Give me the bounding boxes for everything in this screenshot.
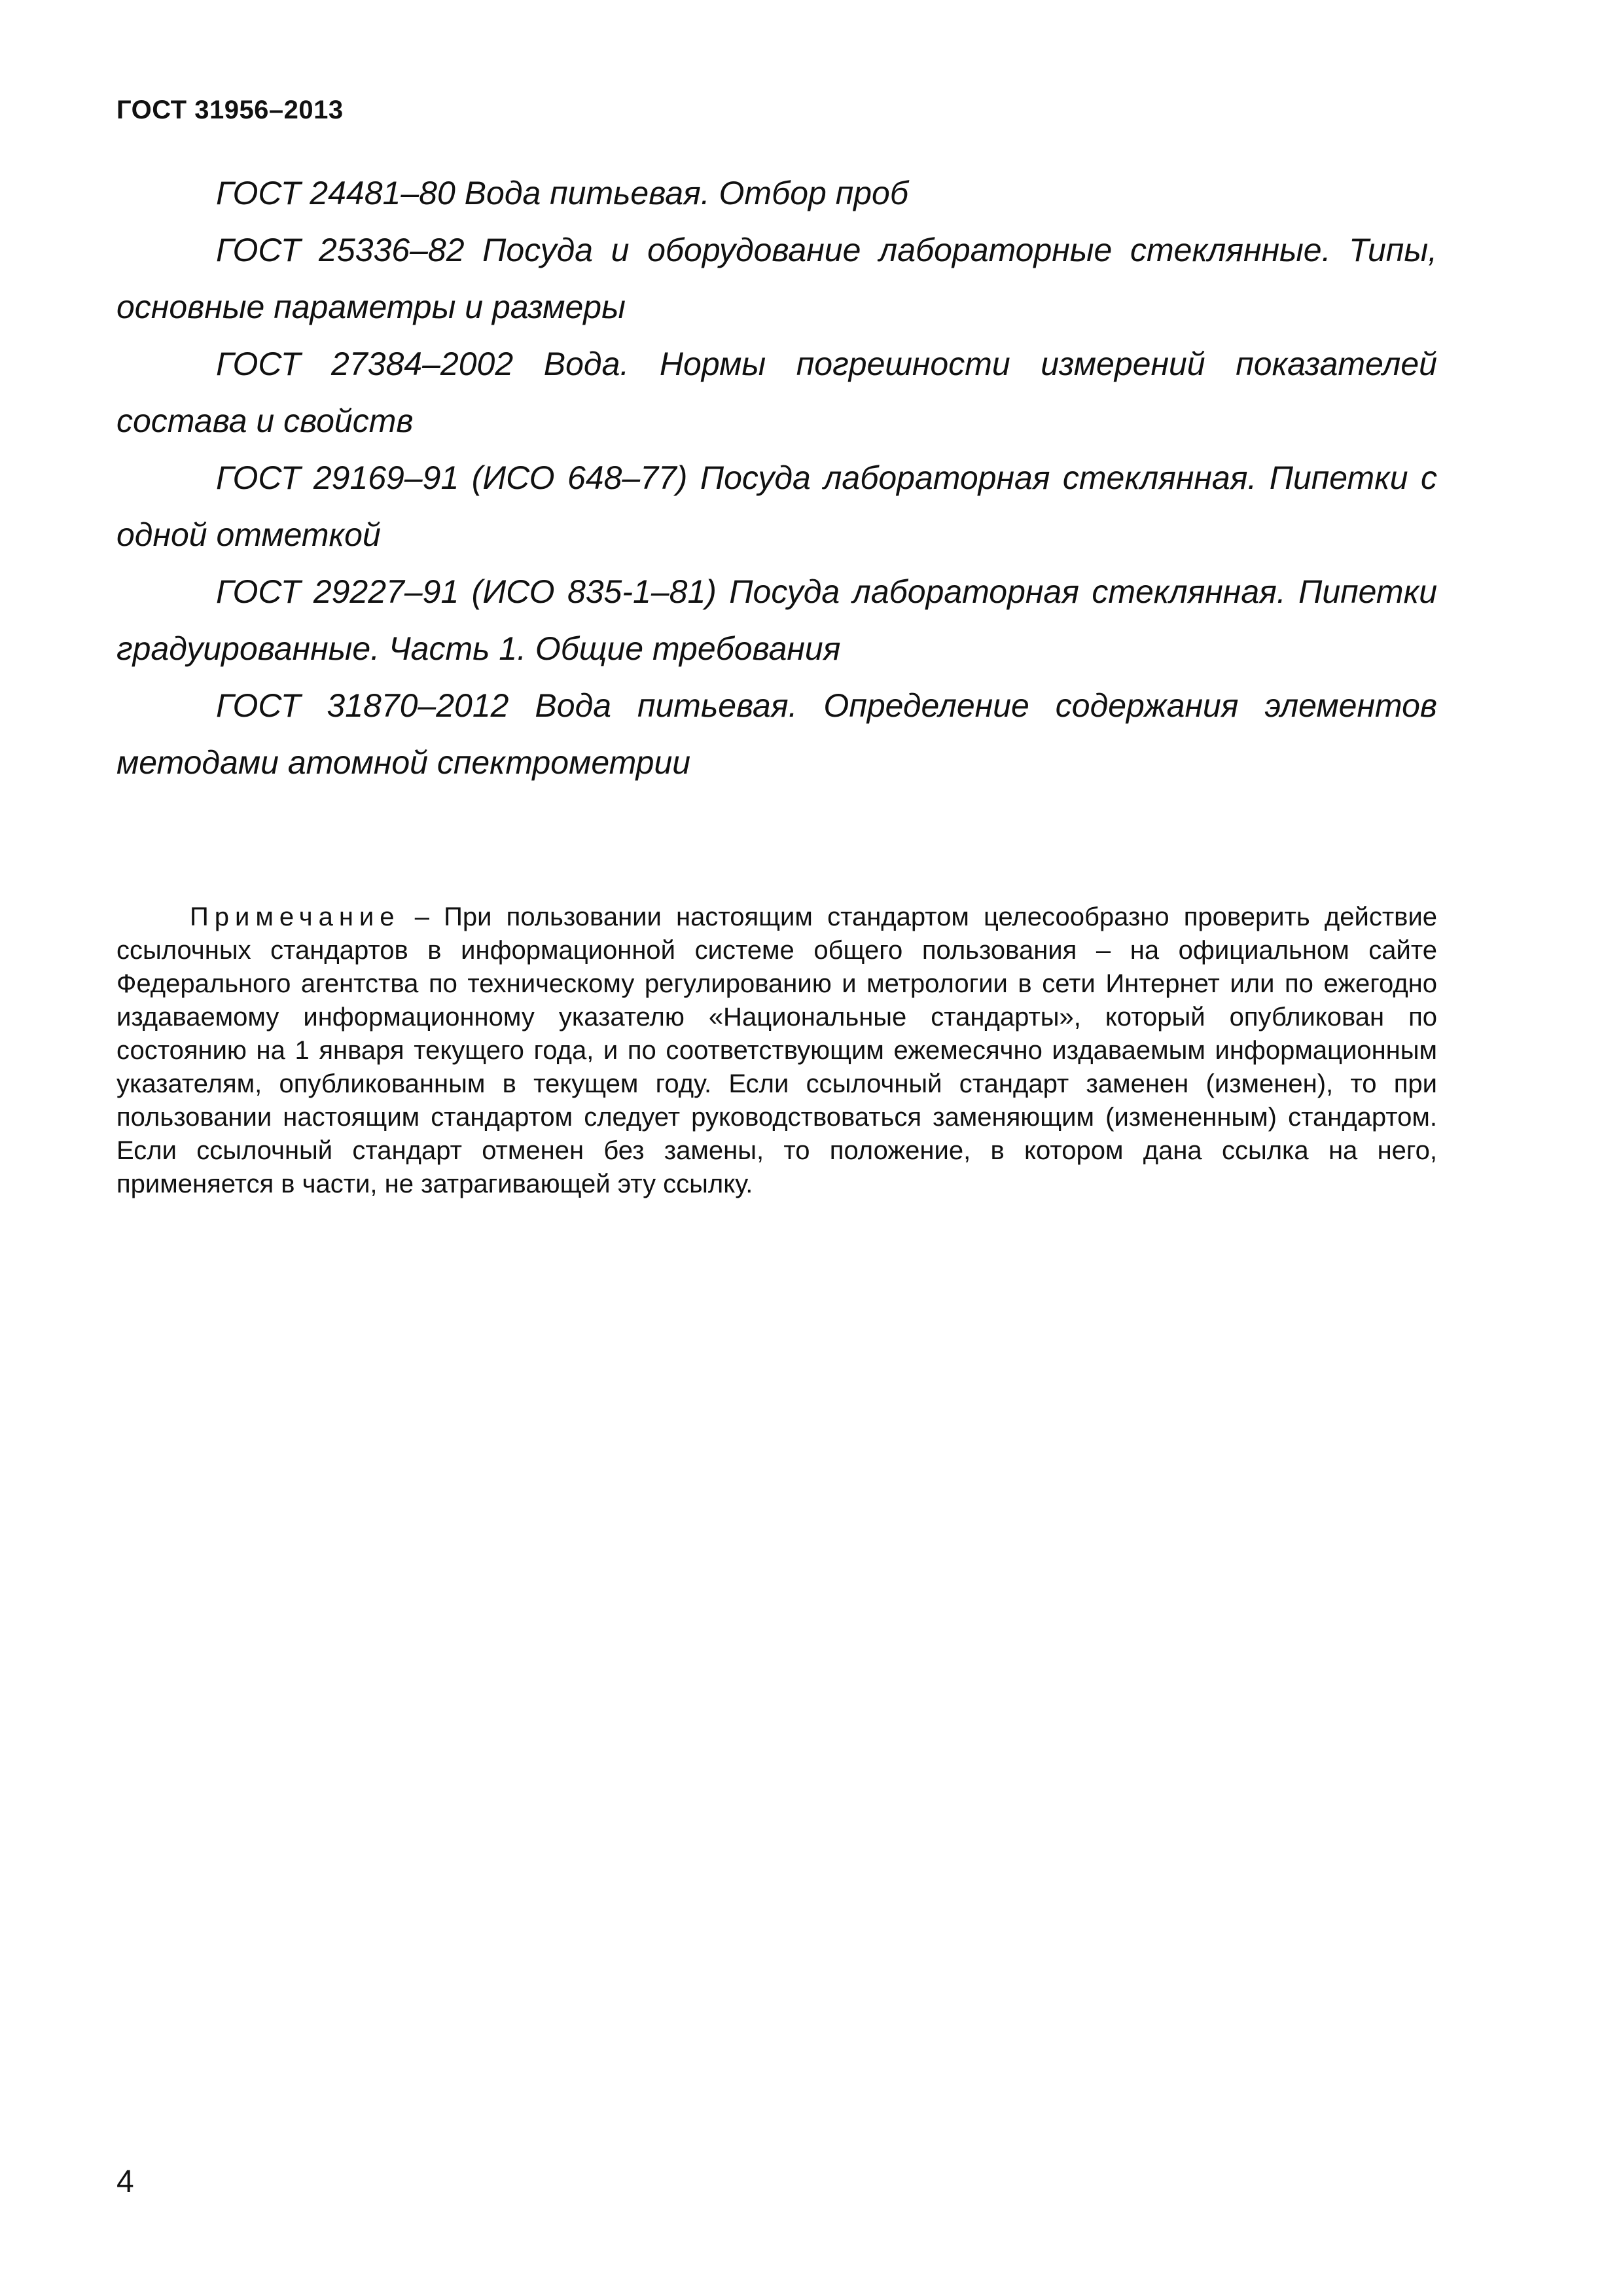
standard-designation: ГОСТ 31956–2013 — [116, 96, 344, 124]
reference-item: ГОСТ 29227–91 (ИСО 835-1–81) Посуда лабораторная стеклянная. Пипетки градуированные. Часть 1. Общие требования — [116, 573, 1437, 667]
document-header — [116, 96, 344, 125]
reference-item: ГОСТ 29169–91 (ИСО 648–77) Посуда лабораторная стеклянная. Пипетки с одной отметкой — [116, 459, 1437, 553]
note-text: – При пользовании настоящим стандартом целесообразно проверить действие ссылочных стандартов в информационной системе общего пользования – на официальном сайте Федерального агентства по техническому регулированию и метрологии в сети Интернет или по ежегодно издаваемому информационному указателю «Национальные стандарты», который опубликован по состоянию на 1 января текущего года, и по соответствующим ежемесячно издаваемым информационным указателям, опубликованным в текущем году. Если ссылочный стандарт заменен (изменен), то при пользовании настоящим стандартом следует руководствоваться заменяющим (измененным) стандартом. Если ссылочный стандарт отменен без замены, то положение, в котором дана ссылка на него, применяется в части, не затрагивающей эту ссылку. — [116, 903, 1437, 1198]
reference-item: ГОСТ 25336–82 Посуда и оборудование лабораторные стеклянные. Типы, основные параметры и размеры — [116, 232, 1437, 325]
normative-references-list — [116, 165, 1437, 791]
note-paragraph — [116, 901, 1437, 1201]
reference-item: ГОСТ 27384–2002 Вода. Нормы погрешности измерений показателей состава и свойств — [116, 346, 1437, 439]
reference-item: ГОСТ 31870–2012 Вода питьевая. Определение содержания элементов методами атомной спектрометрии — [116, 687, 1437, 781]
note-label: Примечание — [190, 903, 401, 931]
reference-item: ГОСТ 24481–80 Вода питьевая. Отбор проб — [216, 175, 908, 211]
page-number: 4 — [116, 2164, 134, 2199]
